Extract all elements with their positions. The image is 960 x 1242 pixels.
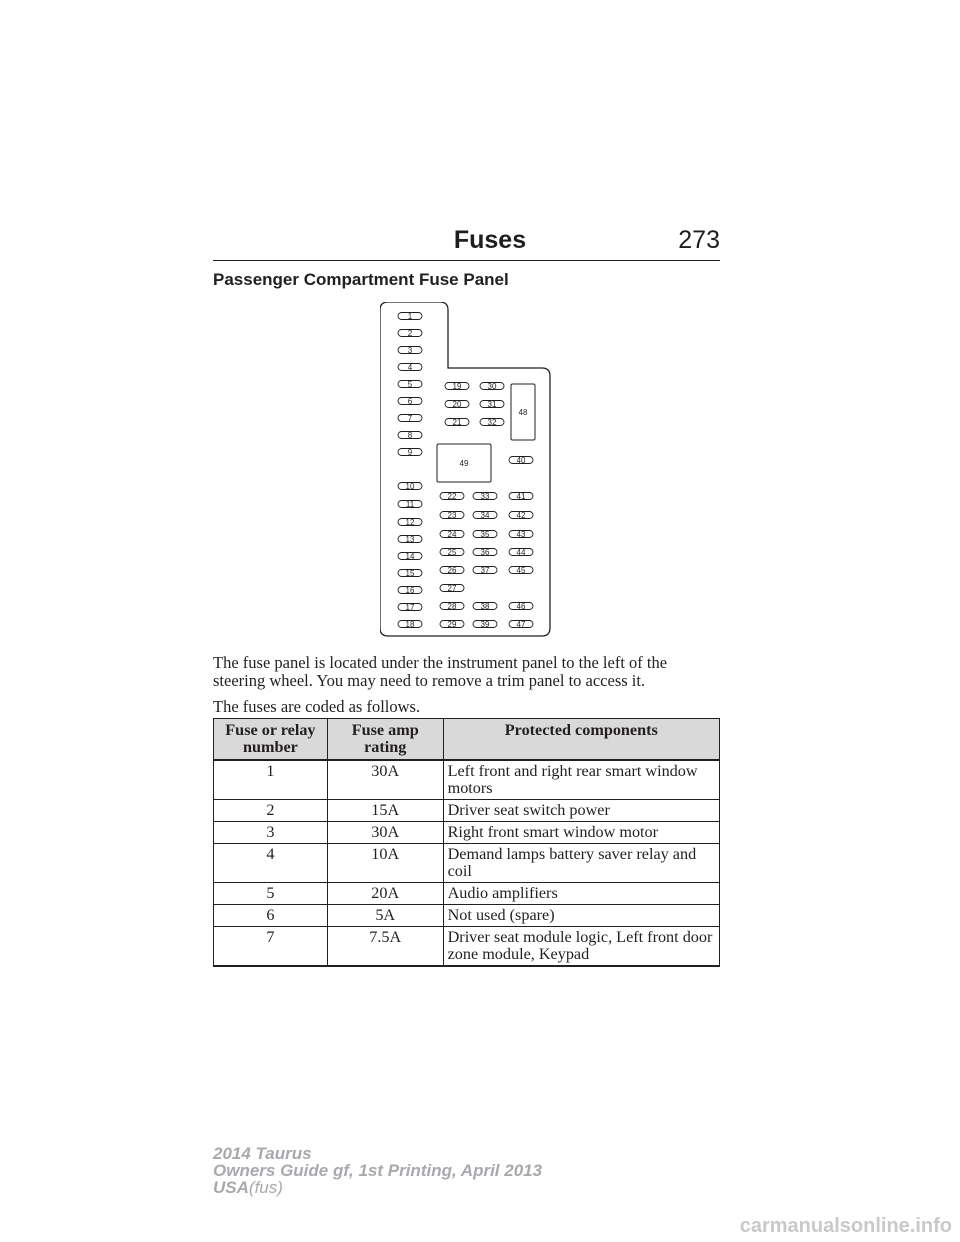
fuse-label-43: 43	[516, 529, 526, 539]
fuse-label-23: 23	[447, 510, 457, 520]
fuse-label-3: 3	[407, 345, 413, 355]
fuse-label-12: 12	[405, 517, 415, 527]
footer-market	[213, 1179, 542, 1196]
fuse-label-19: 19	[452, 381, 462, 391]
protected-components-cell: Not used (spare)	[443, 905, 719, 927]
amp-rating-cell: 5A	[327, 905, 443, 927]
fuse-label-14: 14	[405, 551, 415, 561]
fuse-label-41: 41	[516, 491, 526, 501]
table-row	[214, 800, 720, 822]
fuse-label-38: 38	[480, 601, 490, 611]
fuse-label-10: 10	[405, 481, 415, 491]
fuse-label-11: 11	[405, 499, 415, 509]
fuse-label-8: 8	[407, 430, 413, 440]
footer-edition: Owners Guide gf, 1st Printing, April 2013	[213, 1161, 543, 1180]
document-footer	[213, 1145, 542, 1196]
fuse-label-37: 37	[480, 565, 490, 575]
table-row	[214, 760, 720, 800]
fuse-label-42: 42	[516, 510, 526, 520]
fuse-label-28: 28	[447, 601, 457, 611]
amp-rating-cell: 7.5A	[327, 927, 443, 967]
protected-components-cell: Left front and right rear smart window motors	[443, 760, 719, 800]
fuse-number-cell: 6	[214, 905, 328, 927]
amp-rating-cell: 30A	[327, 760, 443, 800]
footer-language-code: (fus)	[248, 1178, 283, 1197]
fuse-label-5: 5	[407, 379, 413, 389]
fuse-label-7: 7	[407, 413, 413, 423]
fuse-number-cell: 4	[214, 844, 328, 883]
fuse-number-cell: 5	[214, 883, 328, 905]
header-protected-components: Protected components	[443, 719, 719, 761]
fuse-label-1: 1	[407, 311, 413, 321]
section-heading: Passenger Compartment Fuse Panel	[213, 270, 509, 289]
fuse-label-33: 33	[480, 491, 490, 501]
protected-components-cell: Audio amplifiers	[443, 883, 719, 905]
table-row	[214, 844, 720, 883]
amp-rating-cell: 20A	[327, 883, 443, 905]
page-header-title: Fuses	[453, 226, 527, 254]
table-row	[214, 822, 720, 844]
amp-rating-cell: 15A	[327, 800, 443, 822]
fuse-label-45: 45	[516, 565, 526, 575]
table-row	[214, 883, 720, 905]
protected-components-cell: Driver seat switch power	[443, 800, 719, 822]
fuse-label-16: 16	[405, 585, 415, 595]
fuse-panel-diagram	[380, 302, 555, 638]
fuse-label-26: 26	[447, 565, 457, 575]
table-row	[214, 905, 720, 927]
protected-components-cell: Driver seat module logic, Left front door zone module, Keypad	[443, 927, 719, 967]
fuse-label-46: 46	[516, 601, 526, 611]
amp-rating-cell: 10A	[327, 844, 443, 883]
header-fuse-number: Fuse or relay number	[214, 719, 328, 761]
fuse-label-32: 32	[487, 417, 497, 427]
table-row	[214, 927, 720, 967]
intro-paragraph: The fuse panel is located under the instrument panel to the left of the steering wheel. You may need to remove a trim panel to access it.	[213, 653, 668, 690]
fuse-table	[213, 718, 720, 967]
page-number: 273	[678, 226, 720, 254]
fuse-number-cell: 1	[214, 760, 328, 800]
fuse-label-13: 13	[405, 534, 415, 544]
fuse-number-cell: 7	[214, 927, 328, 967]
fuse-label-24: 24	[447, 529, 457, 539]
fuse-label-25: 25	[447, 547, 457, 557]
fuse-label-44: 44	[516, 547, 526, 557]
fuse-label-9: 9	[407, 447, 413, 457]
fuse-label-29: 29	[447, 619, 457, 629]
table-header-row	[214, 719, 720, 761]
fuse-number-cell: 3	[214, 822, 328, 844]
fuse-number-cell: 2	[214, 800, 328, 822]
fuse-label-47: 47	[516, 619, 526, 629]
fuse-label-39: 39	[480, 619, 490, 629]
footer-model: 2014 Taurus	[213, 1144, 312, 1163]
fuse-label-35: 35	[480, 529, 490, 539]
fuse-label-27: 27	[447, 583, 457, 593]
protected-components-cell: Right front smart window motor	[443, 822, 719, 844]
fuse-label-2: 2	[407, 328, 413, 338]
fuse-label-15: 15	[405, 568, 415, 578]
coded-paragraph: The fuses are coded as follows.	[213, 697, 421, 716]
fuse-label-34: 34	[480, 510, 490, 520]
fuse-label-18: 18	[405, 619, 415, 629]
footer-market-code: USA	[213, 1178, 249, 1197]
fuse-label-40: 40	[516, 455, 526, 465]
header-rule	[213, 260, 720, 261]
fuse-label-30: 30	[487, 381, 497, 391]
amp-rating-cell: 30A	[327, 822, 443, 844]
protected-components-cell: Demand lamps battery saver relay and coil	[443, 844, 719, 883]
header-amp-rating: Fuse amp rating	[327, 719, 443, 761]
fuse-label-4: 4	[407, 362, 413, 372]
fuse-label-36: 36	[480, 547, 490, 557]
watermark: carmanualsonline.info	[739, 1215, 952, 1237]
fuse-label-31: 31	[487, 399, 497, 409]
fuse-label-17: 17	[405, 602, 415, 612]
fuse-label-6: 6	[407, 396, 413, 406]
fuse-label-20: 20	[452, 399, 462, 409]
fuse-label-22: 22	[447, 491, 457, 501]
relay-label-49: 49	[459, 459, 469, 468]
fuse-label-21: 21	[452, 417, 462, 427]
relay-label-48: 48	[518, 408, 528, 417]
